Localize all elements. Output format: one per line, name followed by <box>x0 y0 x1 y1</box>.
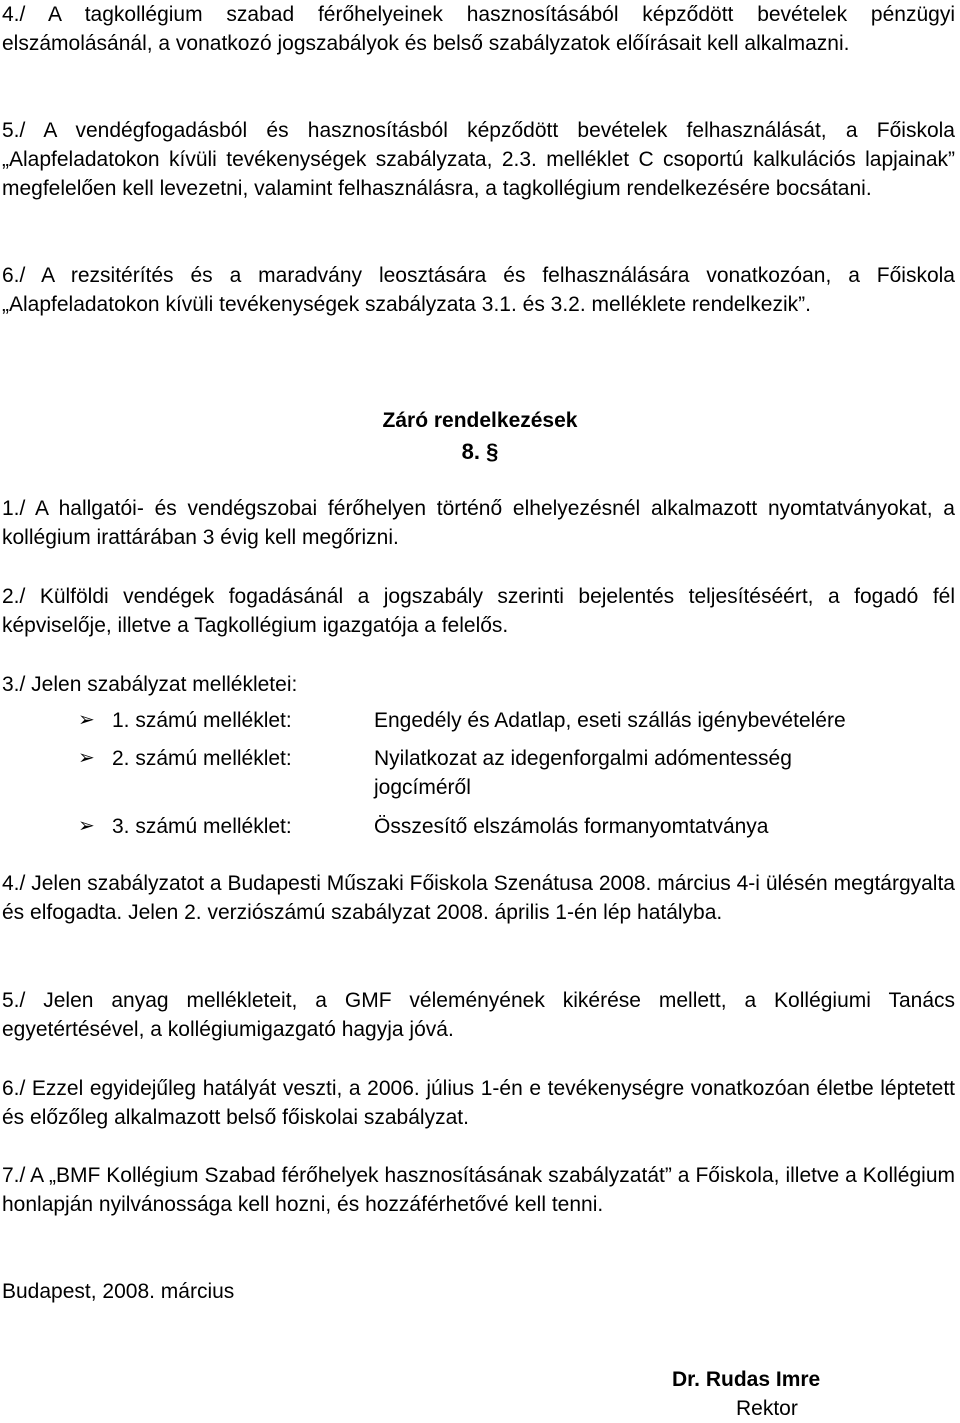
paragraph-6-final <box>2 1074 955 1132</box>
paragraph-4-final <box>2 869 955 927</box>
paragraph-5 <box>2 116 955 203</box>
paragraph-text: 4./ Jelen szabályzatot a Budapesti Műszaki Főiskola Szenátusa 2008. március 4-i ülésén megtárgyalta és elfogadta. Jelen 2. verziószámú szabályzat 2008. április 1-én lép hatályba. <box>2 872 955 924</box>
paragraph-text: 5./ Jelen anyag mellékleteit, a GMF véleményének kikérése mellett, a Kollégiumi Tanács egyetértésével, a kollégiumigazgató hagyja jóvá. <box>2 989 955 1041</box>
arrow-bullet-icon: ➢ <box>78 709 95 731</box>
paragraph-7-final <box>2 1161 955 1219</box>
arrow-bullet-icon: ➢ <box>78 815 95 837</box>
annex-description: Nyilatkozat az idegenforgalmi adómentesség jogcíméről <box>374 747 792 799</box>
paragraph-text: 7./ A „BMF Kollégium Szabad férőhelyek hasznosításának szabályzatát” a Főiskola, illetve a Kollégium honlapján nyilvánossága kell hozni, és hozzáférhetővé kell tenni. <box>2 1164 955 1216</box>
section-sign-icon: § <box>486 439 499 464</box>
paragraph-2 <box>2 582 955 640</box>
place-date-text: Budapest, 2008. március <box>2 1280 235 1303</box>
paragraph-4 <box>2 0 955 58</box>
paragraph-text: 4./ A tagkollégium szabad férőhelyeinek hasznosításából képződött bevételek pénzügyi elszámolásánál, a vonatkozó jogszabályok és belső szabályzatok előírásait kell alkalmazni. <box>2 3 955 55</box>
signatory-title: Rektor <box>736 1397 798 1420</box>
section-title: Záró rendelkezések <box>382 409 578 432</box>
annex-number: 1. számú melléklet: <box>112 709 292 732</box>
arrow-bullet-icon: ➢ <box>78 747 95 769</box>
paragraph-text: 1./ A hallgatói- és vendégszobai férőhelyen történő elhelyezésnél alkalmazott nyomtatványokat, a kollégium irattárában 3 évig kell megőrizni. <box>2 497 955 549</box>
paragraph-5-final <box>2 986 955 1044</box>
annex-description: Engedély és Adatlap, eseti szállás igénybevételére <box>374 709 846 732</box>
paragraph-text: 6./ A rezsitérítés és a maradvány leosztására és felhasználására vonatkozóan, a Főiskola „Alapfeladatokon kívüli tevékenységek szabályzata 3.1. és 3.2. melléklete rendelkezik”. <box>2 264 955 316</box>
paragraph-text: 6./ Ezzel egyidejűleg hatályát veszti, a 2006. július 1-én e tevékenységre vonatkozóan életbe léptetett és előzőleg alkalmazott belső főiskolai szabályzat. <box>2 1077 955 1129</box>
annex-number: 3. számú melléklet: <box>112 815 292 838</box>
paragraph-6 <box>2 261 955 319</box>
place-date <box>2 1277 955 1306</box>
section-number: 8. § <box>461 439 499 464</box>
annex-number: 2. számú melléklet: <box>112 747 292 770</box>
signatory-name: Dr. Rudas Imre <box>672 1368 821 1391</box>
paragraph-3 <box>2 670 955 699</box>
annex-description: Összesítő elszámolás formanyomtatványa <box>374 815 769 838</box>
paragraph-text: 3./ Jelen szabályzat mellékletei: <box>2 673 298 696</box>
paragraph-text: 5./ A vendégfogadásból és hasznosításból képződött bevételek felhasználását, a Főiskola „Alapfeladatokon kívüli tevékenységek szabályzata, 2.3. melléklet C csoportú kalkulációs lapjainak” megfelelően kell levezetni, valamint felhasználásra, a tagkollégium rendelkezésére bocsátani. <box>2 119 955 200</box>
paragraph-text: 2./ Külföldi vendégek fogadásánál a jogszabály szerinti bejelentés teljesítéséért, a fogadó fél képviselője, illetve a Tagkollégium igazgatója a felelős. <box>2 585 955 637</box>
paragraph-1 <box>2 494 955 552</box>
